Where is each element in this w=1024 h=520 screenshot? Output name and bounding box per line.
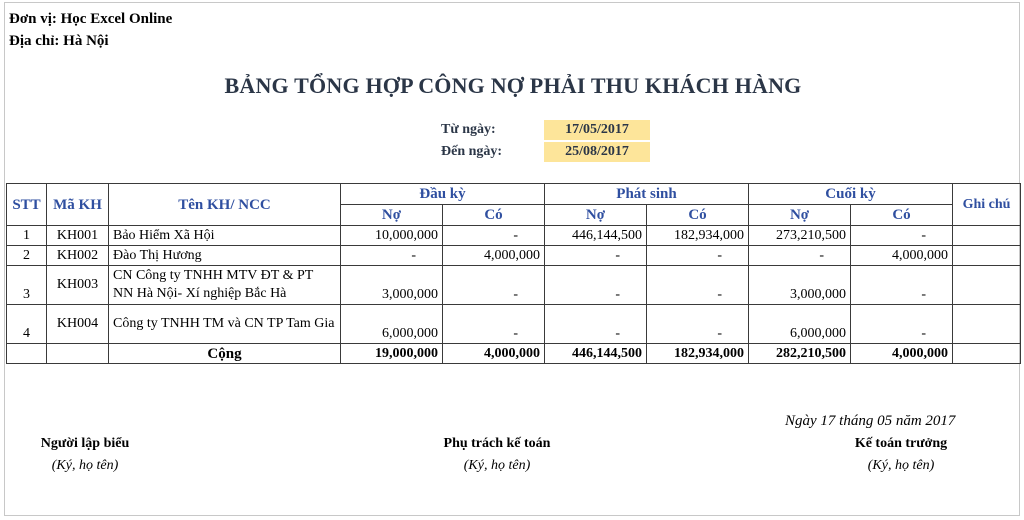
col-header-opening: Đầu kỳ (341, 184, 545, 205)
signing-date: Ngày 17 tháng 05 năm 2017 (785, 413, 956, 429)
cell-open-credit: 4,000,000 (443, 246, 545, 266)
table-row[interactable] (7, 266, 1021, 305)
receivables-table (6, 183, 1021, 364)
signature-role: Người lập biểu (40, 436, 130, 451)
unit-name: Đơn vị: Học Excel Online (9, 11, 173, 27)
col-header-note: Ghi chú (953, 184, 1021, 226)
cell-total-code (47, 344, 109, 364)
table-row[interactable] (7, 226, 1021, 246)
col-header-open-debit: Nợ (341, 205, 443, 226)
col-header-mov-credit: Có (647, 205, 749, 226)
table-row[interactable] (7, 305, 1021, 344)
cell-close-debit: 3,000,000 (749, 266, 851, 305)
cell-note (953, 226, 1021, 246)
cell-open-debit: 6,000,000 (341, 305, 443, 344)
total-open-debit: 19,000,000 (341, 344, 443, 364)
col-header-close-credit: Có (851, 205, 953, 226)
cell-open-credit: - (443, 226, 545, 246)
cell-code: KH002 (47, 246, 109, 266)
cell-open-debit: 3,000,000 (341, 266, 443, 305)
cell-note (953, 305, 1021, 344)
total-mov-credit: 182,934,000 (647, 344, 749, 364)
cell-open-debit: - (341, 246, 443, 266)
cell-open-debit: 10,000,000 (341, 226, 443, 246)
cell-open-credit: - (443, 305, 545, 344)
cell-close-credit: - (851, 305, 953, 344)
cell-mov-credit: - (647, 246, 749, 266)
date-from-value[interactable]: 17/05/2017 (544, 120, 650, 140)
cell-mov-debit: 446,144,500 (545, 226, 647, 246)
unit-address: Địa chỉ: Hà Nội (9, 33, 109, 49)
col-header-closing: Cuối kỳ (749, 184, 953, 205)
header-row-1 (7, 184, 1021, 205)
cell-mov-credit: - (647, 305, 749, 344)
signature-preparer (15, 433, 155, 477)
cell-name: CN Công ty TNHH MTV ĐT & PT NN Hà Nội- Xí nghiệp Bắc Hà (109, 266, 341, 305)
cell-close-credit: 4,000,000 (851, 246, 953, 266)
total-label: Cộng (109, 344, 341, 364)
signature-hint: (Ký, họ tên) (867, 458, 935, 473)
cell-open-credit: - (443, 266, 545, 305)
table-row[interactable] (7, 246, 1021, 266)
col-header-movement: Phát sinh (545, 184, 749, 205)
cell-note (953, 266, 1021, 305)
signature-hint: (Ký, họ tên) (463, 458, 531, 473)
signature-accounting-lead (417, 433, 577, 477)
cell-mov-credit: - (647, 266, 749, 305)
col-header-name: Tên KH/ NCC (109, 184, 341, 226)
cell-mov-credit: 182,934,000 (647, 226, 749, 246)
col-header-code: Mã KH (47, 184, 109, 226)
total-open-credit: 4,000,000 (443, 344, 545, 364)
cell-total-stt (7, 344, 47, 364)
signature-chief-accountant (831, 433, 971, 477)
col-header-stt: STT (7, 184, 47, 226)
cell-stt: 2 (7, 246, 47, 266)
col-header-open-credit: Có (443, 205, 545, 226)
cell-mov-debit: - (545, 305, 647, 344)
signature-role: Kế toán trưởng (854, 436, 948, 451)
cell-code: KH001 (47, 226, 109, 246)
date-from-label: Từ ngày: (441, 122, 496, 137)
total-row (7, 344, 1021, 364)
cell-close-debit: 6,000,000 (749, 305, 851, 344)
cell-mov-debit: - (545, 266, 647, 305)
cell-name: Bảo Hiểm Xã Hội (109, 226, 341, 246)
total-mov-debit: 446,144,500 (545, 344, 647, 364)
cell-name: Công ty TNHH TM và CN TP Tam Gia (109, 305, 341, 344)
cell-code: KH003 (47, 266, 109, 305)
total-close-debit: 282,210,500 (749, 344, 851, 364)
cell-close-credit: - (851, 226, 953, 246)
cell-stt: 4 (7, 305, 47, 344)
cell-name: Đào Thị Hương (109, 246, 341, 266)
report-page (4, 2, 1020, 516)
signature-hint: (Ký, họ tên) (51, 458, 119, 473)
cell-note (953, 246, 1021, 266)
signature-role: Phụ trách kế toán (443, 436, 551, 451)
cell-stt: 3 (7, 266, 47, 305)
total-note (953, 344, 1021, 364)
date-to-value[interactable]: 25/08/2017 (544, 142, 650, 162)
cell-stt: 1 (7, 226, 47, 246)
cell-code: KH004 (47, 305, 109, 344)
total-close-credit: 4,000,000 (851, 344, 953, 364)
col-header-mov-debit: Nợ (545, 205, 647, 226)
cell-close-credit: - (851, 266, 953, 305)
cell-mov-debit: - (545, 246, 647, 266)
cell-close-debit: - (749, 246, 851, 266)
col-header-close-debit: Nợ (749, 205, 851, 226)
cell-close-debit: 273,210,500 (749, 226, 851, 246)
date-to-label: Đến ngày: (441, 144, 503, 159)
report-title: BẢNG TỔNG HỢP CÔNG NỢ PHẢI THU KHÁCH HÀNG (224, 73, 802, 98)
